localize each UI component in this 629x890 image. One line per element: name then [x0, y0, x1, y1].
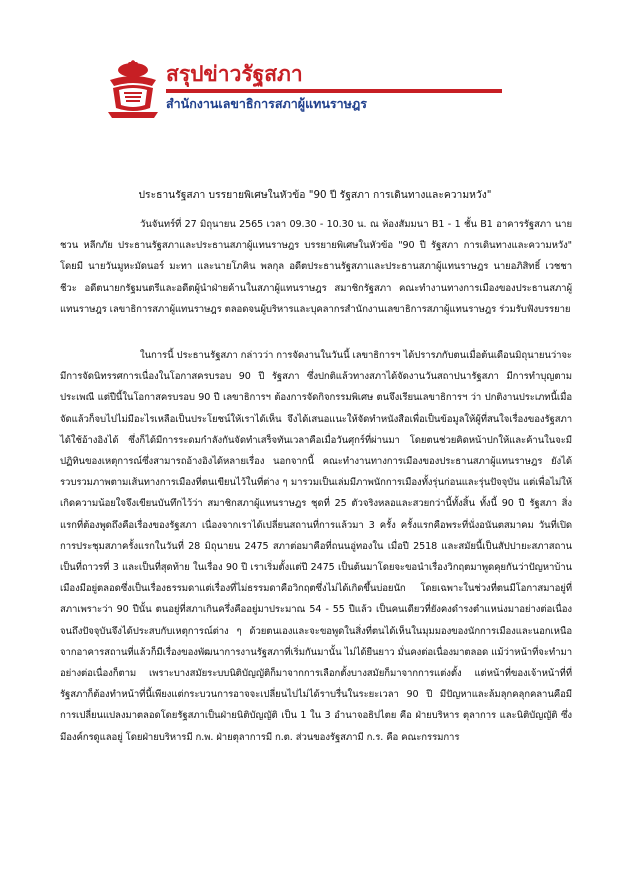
brand-block: [166, 62, 506, 112]
brand-subtitle: สำนักงานเลขาธิการสภาผู้แทนราษฎร: [166, 96, 367, 111]
paragraph-1: วันจันทร์ที่ 27 มิถุนายน 2565 เวลา 09.30 - 10.30 น. ณ ห้องสัมมนา B1 - 1 ชั้น B1 อาคารรัฐสภา นายชวน หลีกภัย ประธานรัฐสภาและประธานสภาผู้แทนราษฎร บรรยายพิเศษในหัวข้อ "90 ปี รัฐสภา การเดินทางและความหวัง" โดยมี นายวันมูหะมัดนอร์ มะทา และนายโภคิน พลกุล อดีตประธานรัฐสภาและประธานสภาผู้แทนราษฎร นายอภิสิทธิ์ เวชชาชีวะ อดีตนายกรัฐมนตรีและอดีตผู้นำฝ่ายค้านในสภาผู้แทนราษฎร สมาชิกรัฐสภา คณะทำงานทางการเมืองของประธานสภาผู้แทนราษฎร เลขาธิการสภาผู้แทนราษฎร ตลอดจนผู้บริหารและบุคลากรสำนักงานเลขาธิการสภาผู้แทนราษฎร ร่วมรับฟังบรรยาย: [60, 219, 572, 315]
document-headline: ประธานรัฐสภา บรรยายพิเศษในหัวข้อ "90 ปี รัฐสภา การเดินทางและความหวัง": [138, 189, 492, 201]
brand-divider: [166, 89, 502, 93]
brand-title: สรุปข่าวรัฐสภา: [166, 62, 303, 86]
paragraph-2: ในการนี้ ประธานรัฐสภา กล่าวว่า การจัดงานในวันนี้ เลขาธิการฯ ได้ปรารภกับตนเมื่อต้นเดือนมิถุนายนว่าจะมีการจัดนิทรรศการเนื่องในโอกาสครบรอบ 90 ปี รัฐสภา ซึ่งปกติแล้วทางสภาได้จัดงานวันสถาปนารัฐสภา มีการทำบุญตามประเพณี แต่ปีนี้ในโอกาสครบรอบ 90 ปี เลขาธิการฯ ต้องการจัดกิจกรรมพิเศษ ตนจึงเรียนเลขาธิการฯ ว่า ปกติงานประเภทนี้เมื่อจัดแล้วก็จบไปไม่มีอะไรเหลือเป็นประโยชน์ให้เราได้เห็น จึงได้เสนอแนะให้จัดทำหนังสือเพื่อเป็นข้อมูลให้ผู้ที่สนใจเรื่องของรัฐสภาได้ใช้อ้างอิงได้ ซึ่งก็ได้มีการระดมกำลังกันจัดทำเสร็จทันเวลาคือเมื่อวันศุกร์ที่ผ่านมา โดยตนช่วยคิดหน้าปกให้และค้านในจะมีปฏิทินของเหตุการณ์ซึ่งสามารถอ้างอิงได้หลายเรื่อง นอกจากนี้ คณะทำงานทางการเมืองของประธานสภาผู้แทนราษฎร ยังได้รวบรวมภาพตามเส้นทางการเมืองที่ตนเขียนไว้ในที่ต่าง ๆ มารวมเป็นเล่มมีภาพนักการเมืองทั้งรุ่นก่อนและรุ่นปัจจุบัน แต่เพื่อไม่ให้เกิดความน้อยใจจึงเขียนบันทึกไว้ว่า สมาชิกสภาผู้แทนราษฎร ชุดที่ 25 ตัวจริงหลอและสวยกว่านี้ทั้งสิ้น ทั้งนี้ 90 ปี รัฐสภา สิ่งแรกที่ต้องพูดถึงคือเรื่องของรัฐสภา เนื่องจากเราได้เปลี่ยนสถานที่การแล้วมา 3 ครั้ง ครั้งแรกคือพระที่นั่งอนันตสมาคม วันที่เปิดการประชุมสภาครั้งแรกในวันที่ 28 มิถุนายน 2475 สภาต่อมาคือที่ถนนอู่ทองใน เมื่อปี 2518 และสมัยนี้เป็นสัปปายะสภาสถาน เป็นที่ถาวรที่ 3 และเป็นที่สุดท้าย ในเรื่อง 90 ปี เราเริ่มตั้งแต่ปี 2475 เป็นต้นมาโดยจะขอนำเรื่องวิกฤตมาพูดคุยกันว่าปัญหาบ้านเมืองมีอยู่ตลอดซึ่งเป็นเรื่องธรรมดาแต่เรื่องที่ไม่ธรรมดาคือวิกฤตซึ่งไม่ได้เกิดขึ้นบ่อยนัก โดยเฉพาะในช่วงที่ตนมีโอกาสมาอยู่ที่สภาเพราะว่า 90 ปีนั้น ตนอยู่ที่สภาเกินครึ่งคืออยู่มาประมาณ 54 - 55 ปีแล้ว เป็นคนเดียวที่ยังคงดำรงตำแหน่งมาอย่างต่อเนื่องจนถึงปัจจุบันจึงได้ประสบกับเหตุการณ์ต่าง ๆ ด้วยตนเองและจะขอพูดในสิ่งที่ตนได้เห็นในมุมมองของนักการเมืองและนอกเหนือจากอาคารสถานที่แล้วก็มีเรื่องของพัฒนาการงานรัฐสภาที่เริ่มกันมานั้น ไม่ได้ยืนยาว มั่นคงต่อเนื่องมาตลอด แม้ว่าหน้าที่จะทำมาอย่างต่อเนื่องก็ตาม เพราะบางสมัยระบบนิติบัญญัติก็มาจากการเลือกตั้งบางสมัยก็มาจากการแต่งตั้ง แต่หน้าที่ของเจ้าหน้าที่ที่รัฐสภาก็ต้องทำหน้าที่นี้เพียงแต่กระบวนการอาจจะเปลี่ยนไปไม่ได้ราบรื่นในระยะเวลา 90 ปี มีปัญหาและล้มลุกคลุกคลานคือมีการเปลี่ยนแปลงมาตลอดโดยรัฐสภาเป็นฝ่ายนิติบัญญัติ เป็น 1 ใน 3 อำนาจอธิปไตย คือ ฝ่ายบริหาร ตุลาการ และนิติบัญญัติ ซึ่งมีองค์กรดูแลอยู่ โดยฝ่ายบริหารมี ก.พ. ฝ่ายตุลาการมี ก.ต. ส่วนของรัฐสภามี ก.ร. คือ คณะกรรมการ: [60, 350, 572, 743]
parliament-emblem-icon: [104, 60, 162, 120]
